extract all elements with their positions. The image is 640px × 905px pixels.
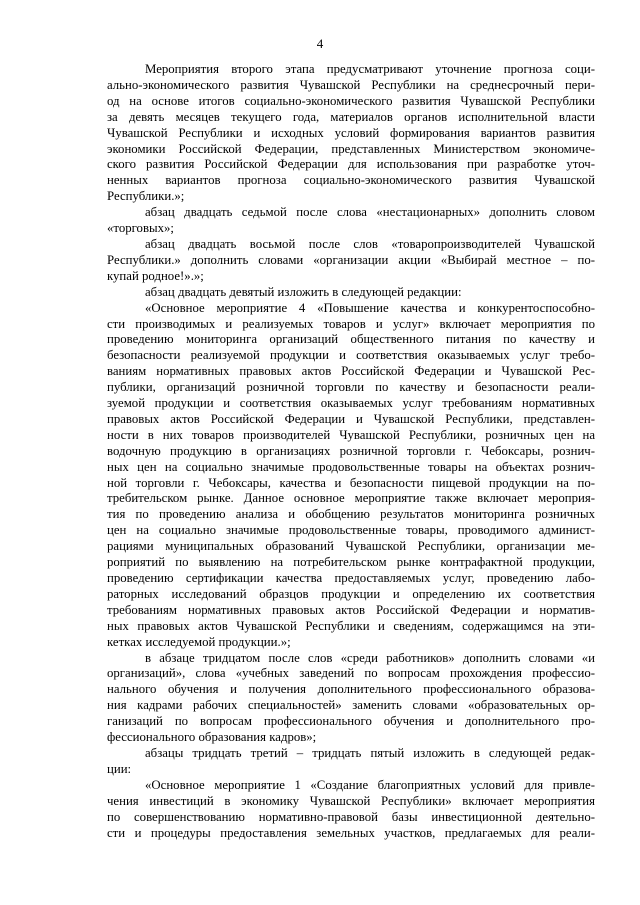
text-line: роприятий по выявлению на потребительском рынке контрафактной продукции, bbox=[107, 555, 595, 570]
text-line: Мероприятия второго этапа предусматривают уточнение прогноза соци- bbox=[145, 62, 595, 76]
text-line: водочную продукцию в организациях розничной торговли г. Чебоксары, рознич- bbox=[107, 443, 595, 458]
text-line: ально-экономического развития Чувашской Республики на среднесрочный пери- bbox=[107, 77, 595, 92]
text-line: сти производимых и реализуемых товаров и услуг» включает мероприятия по bbox=[107, 316, 595, 331]
text-line: безопасности реализуемой продукции и соответствия оказываемых услуг требо- bbox=[107, 348, 595, 363]
text-line: требованиям нормативных правовых актов Российской Федерации и норматив- bbox=[107, 602, 595, 617]
text-line: купай родное!».»; bbox=[107, 268, 204, 283]
text-line: абзац двадцать девятый изложить в следующей редакции: bbox=[145, 284, 462, 299]
text-line: ненных вариантов прогноза социально-экономического развития Чувашской bbox=[107, 173, 595, 188]
text-line: за девять месяцев текущего года, материалов органов исполнительной власти bbox=[107, 109, 595, 124]
text-line: сти и процедуры предоставления земельных участков, предлагаемых для реали- bbox=[107, 825, 595, 840]
text-line: абзацы тридцать третий – тридцать пятый изложить в следующей редак- bbox=[145, 745, 595, 760]
text-line: ния кадрами рабочих специальностей» заменить словами «образовательных ор- bbox=[107, 698, 595, 713]
text-line: в абзаце тридцатом после слов «среди работников» дополнить словами «и bbox=[145, 650, 595, 665]
text-line: фессионального образования кадров»; bbox=[107, 730, 317, 745]
text-line: Чувашской Республики и исходных условий формирования вариантов развития bbox=[107, 125, 595, 140]
text-line: зуемой продукции и соответствия оказываемых услуг требованиям нормативных bbox=[107, 396, 595, 411]
text-line: «Основное мероприятие 1 «Создание благоприятных условий для привле- bbox=[145, 777, 595, 792]
text-line: экономики Российской Федерации, представленных Министерством экономиче- bbox=[107, 141, 595, 156]
text-line: правовых актов Российской Федерации и Чувашской Республики, представлен- bbox=[107, 411, 595, 426]
page-number: 4 bbox=[316, 36, 324, 51]
document-body bbox=[107, 62, 595, 841]
text-line: ваниям нормативных правовых актов Российской Федерации и Чувашской Рес- bbox=[107, 364, 595, 379]
text-line: по совершенствованию нормативно-правовой базы инвестиционной деятельно- bbox=[107, 809, 595, 824]
text-line: проведению мониторинга организаций общественного питания по качеству и bbox=[107, 332, 595, 347]
text-line: ганизаций по вопросам профессионального обучения и дополнительного про- bbox=[107, 714, 595, 729]
text-line: кетках исследуемой продукции.»; bbox=[107, 634, 291, 649]
text-line: абзац двадцать седьмой после слова «нестационарных» дополнить словом bbox=[145, 205, 595, 220]
text-line: Республики.»; bbox=[107, 189, 185, 204]
text-line: «торговых»; bbox=[107, 221, 174, 236]
text-line: организаций», слова «учебных заведений по вопросам прохождения профессио- bbox=[107, 666, 595, 681]
text-line: нального обучения и получения дополнительного профессионального образова- bbox=[107, 682, 595, 697]
text-line: абзац двадцать восьмой после слов «товаропроизводителей Чувашской bbox=[145, 236, 595, 251]
text-line: публики, организаций розничной торговли по качеству и безопасности реали- bbox=[107, 380, 595, 395]
text-line: ского развития Российской Федерации для использования при разработке уточ- bbox=[107, 157, 595, 172]
text-line: рациями муниципальных образований Чувашской Республики, организации ме- bbox=[107, 539, 595, 554]
text-line: ности в них товаров производителей Чувашской Республики, розничных цен на bbox=[107, 427, 595, 442]
text-line: тия по проведению анализа и обобщению результатов мониторинга розничных bbox=[107, 507, 595, 522]
text-line: чения инвестиций в экономику Чувашской Республики» включает мероприятия bbox=[107, 793, 595, 808]
text-line: «Основное мероприятие 4 «Повышение качества и конкурентоспособно- bbox=[145, 300, 595, 315]
text-line: ции: bbox=[107, 761, 132, 776]
text-line: Республики.» дополнить словами «организации акции «Выбирай местное – по- bbox=[107, 252, 595, 267]
text-line: раторных исследований образцов продукции и определению их соответствия bbox=[107, 586, 595, 601]
text-line: ной торговли г. Чебоксары, качества и безопасности пищевой продукции на по- bbox=[107, 475, 595, 490]
text-line: проведению сертификации качества предоставляемых услуг, проведению лабо- bbox=[107, 571, 595, 585]
text-line: од на основе итогов социально-экономического развития Чувашской Республики bbox=[107, 93, 595, 108]
text-line: ных цен на социально значимые продовольственные товары на объектах рознич- bbox=[107, 459, 595, 474]
text-line: требительском рынке. Данное основное мероприятие также включает мероприя- bbox=[107, 491, 595, 506]
text-line: ных правовых актов Чувашской Республики и сведениям, содержащимся на эти- bbox=[107, 618, 595, 633]
text-line: цен на социально значимые продовольственные товары, проводимого админист- bbox=[107, 523, 595, 538]
